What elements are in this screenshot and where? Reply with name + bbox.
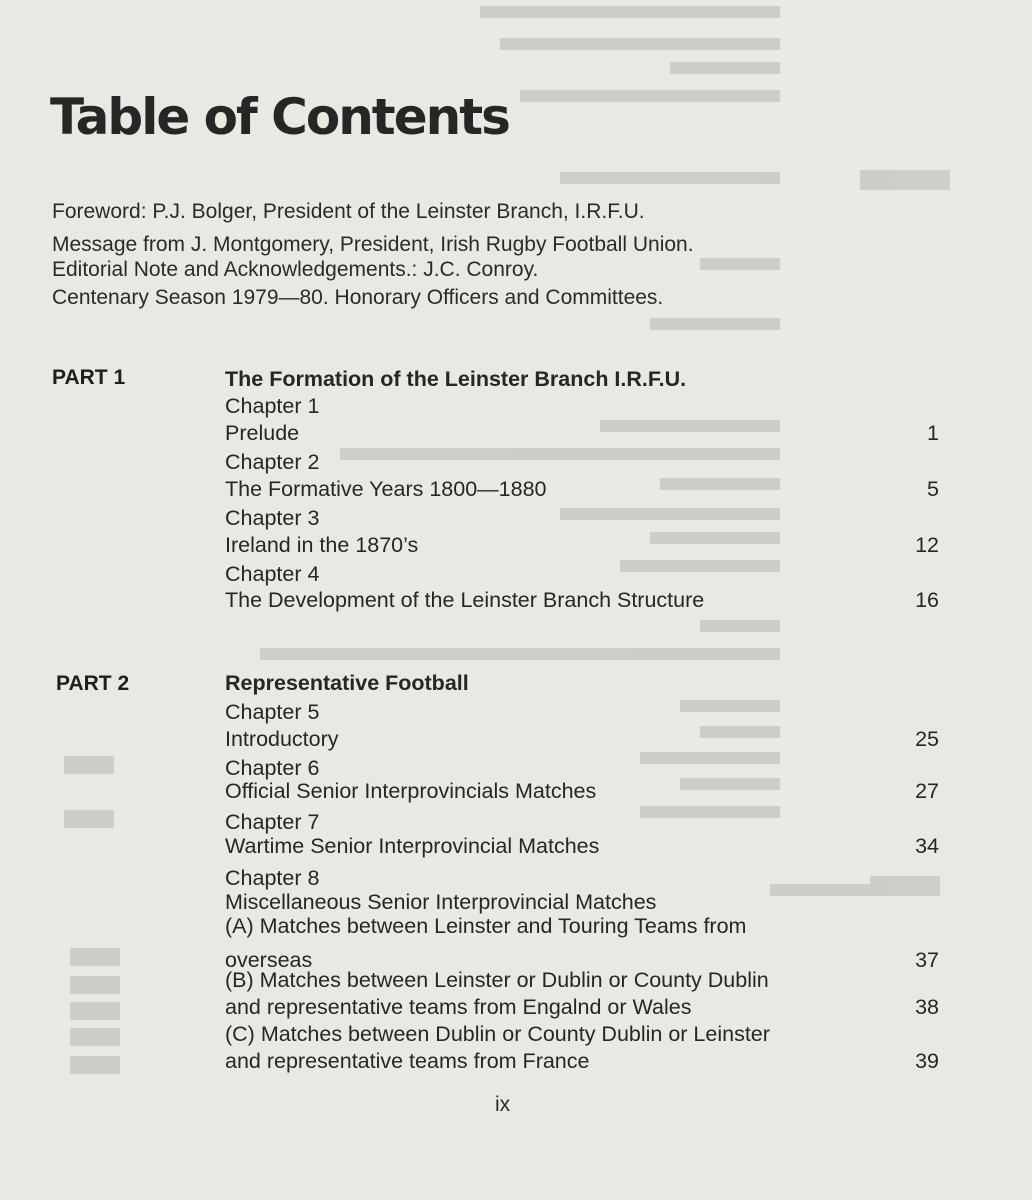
toc-page-number: 34 — [915, 834, 939, 858]
toc-entry: Official Senior Interprovincials Matches — [225, 779, 597, 803]
toc-page-number: 5 — [927, 477, 939, 501]
toc-entry: (C) Matches between Dublin or County Dublin or Leinster — [225, 1022, 770, 1046]
toc-entry: and representative teams from France — [225, 1049, 590, 1073]
front-matter-item: Editorial Note and Acknowledgements.: J.C. Conroy. — [52, 258, 539, 281]
chapter-number: Chapter 1 — [225, 394, 320, 418]
toc-page-number: 25 — [915, 727, 939, 751]
toc-entry: Ireland in the 1870’s — [225, 533, 419, 557]
part-heading: The Formation of the Leinster Branch I.R.F.U. — [225, 367, 687, 391]
part-label: PART 1 — [52, 366, 126, 389]
chapter-number: Chapter 3 — [225, 506, 320, 530]
toc-page-number: 39 — [915, 1049, 939, 1073]
toc-page-number: 16 — [915, 588, 939, 612]
chapter-number: Chapter 6 — [225, 756, 320, 780]
part-heading: Representative Football — [225, 671, 469, 695]
part-label: PART 2 — [56, 672, 130, 695]
front-matter-item: Foreword: P.J. Bolger, President of the Leinster Branch, I.R.F.U. — [52, 200, 645, 223]
toc-entry: (A) Matches between Leinster and Touring Teams from — [225, 914, 747, 938]
toc-page-number: 12 — [915, 533, 939, 557]
toc-page-number: 1 — [927, 421, 939, 445]
toc-entry: Introductory — [225, 727, 339, 751]
toc-entry: Prelude — [225, 421, 300, 445]
toc-page-number: 27 — [915, 779, 939, 803]
toc-entry: and representative teams from Engalnd or Wales — [225, 995, 692, 1019]
front-matter-item: Message from J. Montgomery, President, Irish Rugby Football Union. — [52, 233, 694, 256]
toc-entry: Wartime Senior Interprovincial Matches — [225, 834, 600, 858]
chapter-number: Chapter 2 — [225, 450, 320, 474]
page-title: Table of Contents — [50, 88, 509, 146]
toc-entry: The Development of the Leinster Branch Structure — [225, 588, 705, 612]
chapter-number: Chapter 5 — [225, 700, 320, 724]
front-matter-item: Centenary Season 1979—80. Honorary Officers and Committees. — [52, 286, 664, 309]
page-number-folio: ix — [495, 1093, 511, 1116]
toc-entry: Miscellaneous Senior Interprovincial Matches — [225, 890, 657, 914]
toc-page-number: 37 — [915, 948, 939, 972]
toc-page-number: 38 — [915, 995, 939, 1019]
chapter-number: Chapter 7 — [225, 810, 320, 834]
toc-entry: The Formative Years 1800—1880 — [225, 477, 547, 501]
toc-entry: (B) Matches between Leinster or Dublin or County Dublin — [225, 968, 769, 992]
chapter-number: Chapter 4 — [225, 562, 320, 586]
toc-entry: overseas — [225, 948, 313, 972]
chapter-number: Chapter 8 — [225, 866, 320, 890]
